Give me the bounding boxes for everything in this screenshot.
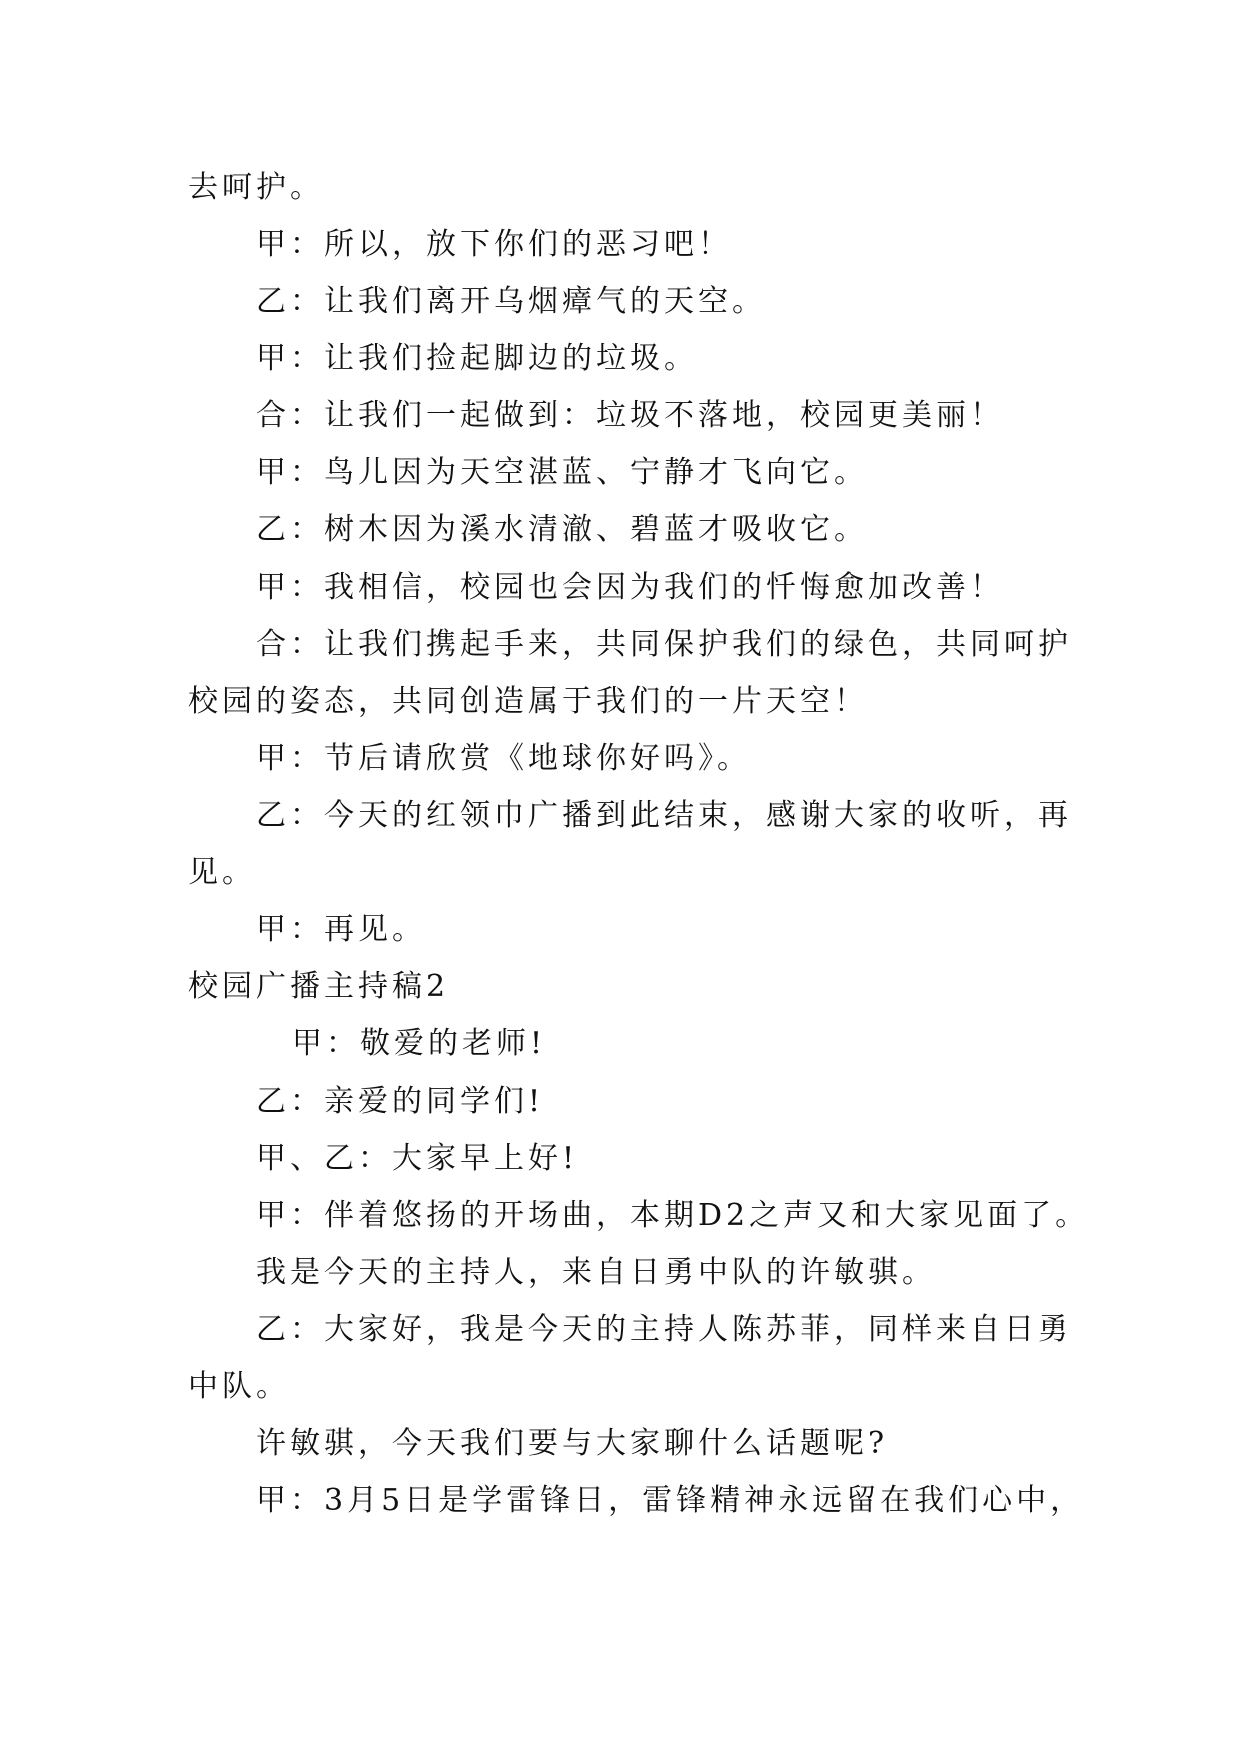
text-line: 乙：亲爱的同学们! <box>256 1084 545 1119</box>
text-line: 甲：节后请欣赏《地球你好吗》。 <box>256 741 751 776</box>
text-line: 乙：让我们离开乌烟瘴气的天空。 <box>256 284 766 319</box>
text-line: 甲：敬爱的老师! <box>292 1026 547 1061</box>
text-line: 甲：鸟儿因为天空湛蓝、宁静才飞向它。 <box>256 455 868 490</box>
text-line: 甲：我相信，校园也会因为我们的忏悔愈加改善！ <box>256 570 1004 605</box>
text-line: 乙：大家好，我是今天的主持人陈苏菲，同样来自日勇 <box>256 1312 1072 1347</box>
text-line: 校园的姿态，共同创造属于我们的一片天空！ <box>188 684 868 719</box>
text-line: 甲、乙：大家早上好! <box>256 1141 579 1176</box>
text-line: 甲：再见。 <box>256 912 426 947</box>
text-line: 中队。 <box>188 1369 290 1404</box>
text-line: 我是今天的主持人，来自日勇中队的许敏骐。 <box>256 1255 936 1290</box>
text-line: 去呵护。 <box>188 170 324 205</box>
text-line: 甲：让我们捡起脚边的垃圾。 <box>256 341 698 376</box>
text-line: 甲：3月5日是学雷锋日，雷锋精神永远留在我们心中， <box>256 1483 1085 1518</box>
text-line: 许敏骐，今天我们要与大家聊什么话题呢? <box>256 1426 889 1461</box>
text-line: 见。 <box>188 855 256 890</box>
text-line: 甲：所以，放下你们的恶习吧！ <box>256 227 732 262</box>
text-line: 乙：树木因为溪水清澈、碧蓝才吸收它。 <box>256 512 868 547</box>
section-heading: 校园广播主持稿2 <box>188 969 450 1004</box>
text-line: 乙：今天的红领巾广播到此结束，感谢大家的收听，再 <box>256 798 1072 833</box>
text-line: 合：让我们携起手来，共同保护我们的绿色，共同呵护 <box>256 627 1072 662</box>
text-line: 合：让我们一起做到：垃圾不落地，校园更美丽！ <box>256 398 1004 433</box>
text-line: 甲：伴着悠扬的开场曲，本期D2之声又和大家见面了。 <box>256 1198 1090 1233</box>
